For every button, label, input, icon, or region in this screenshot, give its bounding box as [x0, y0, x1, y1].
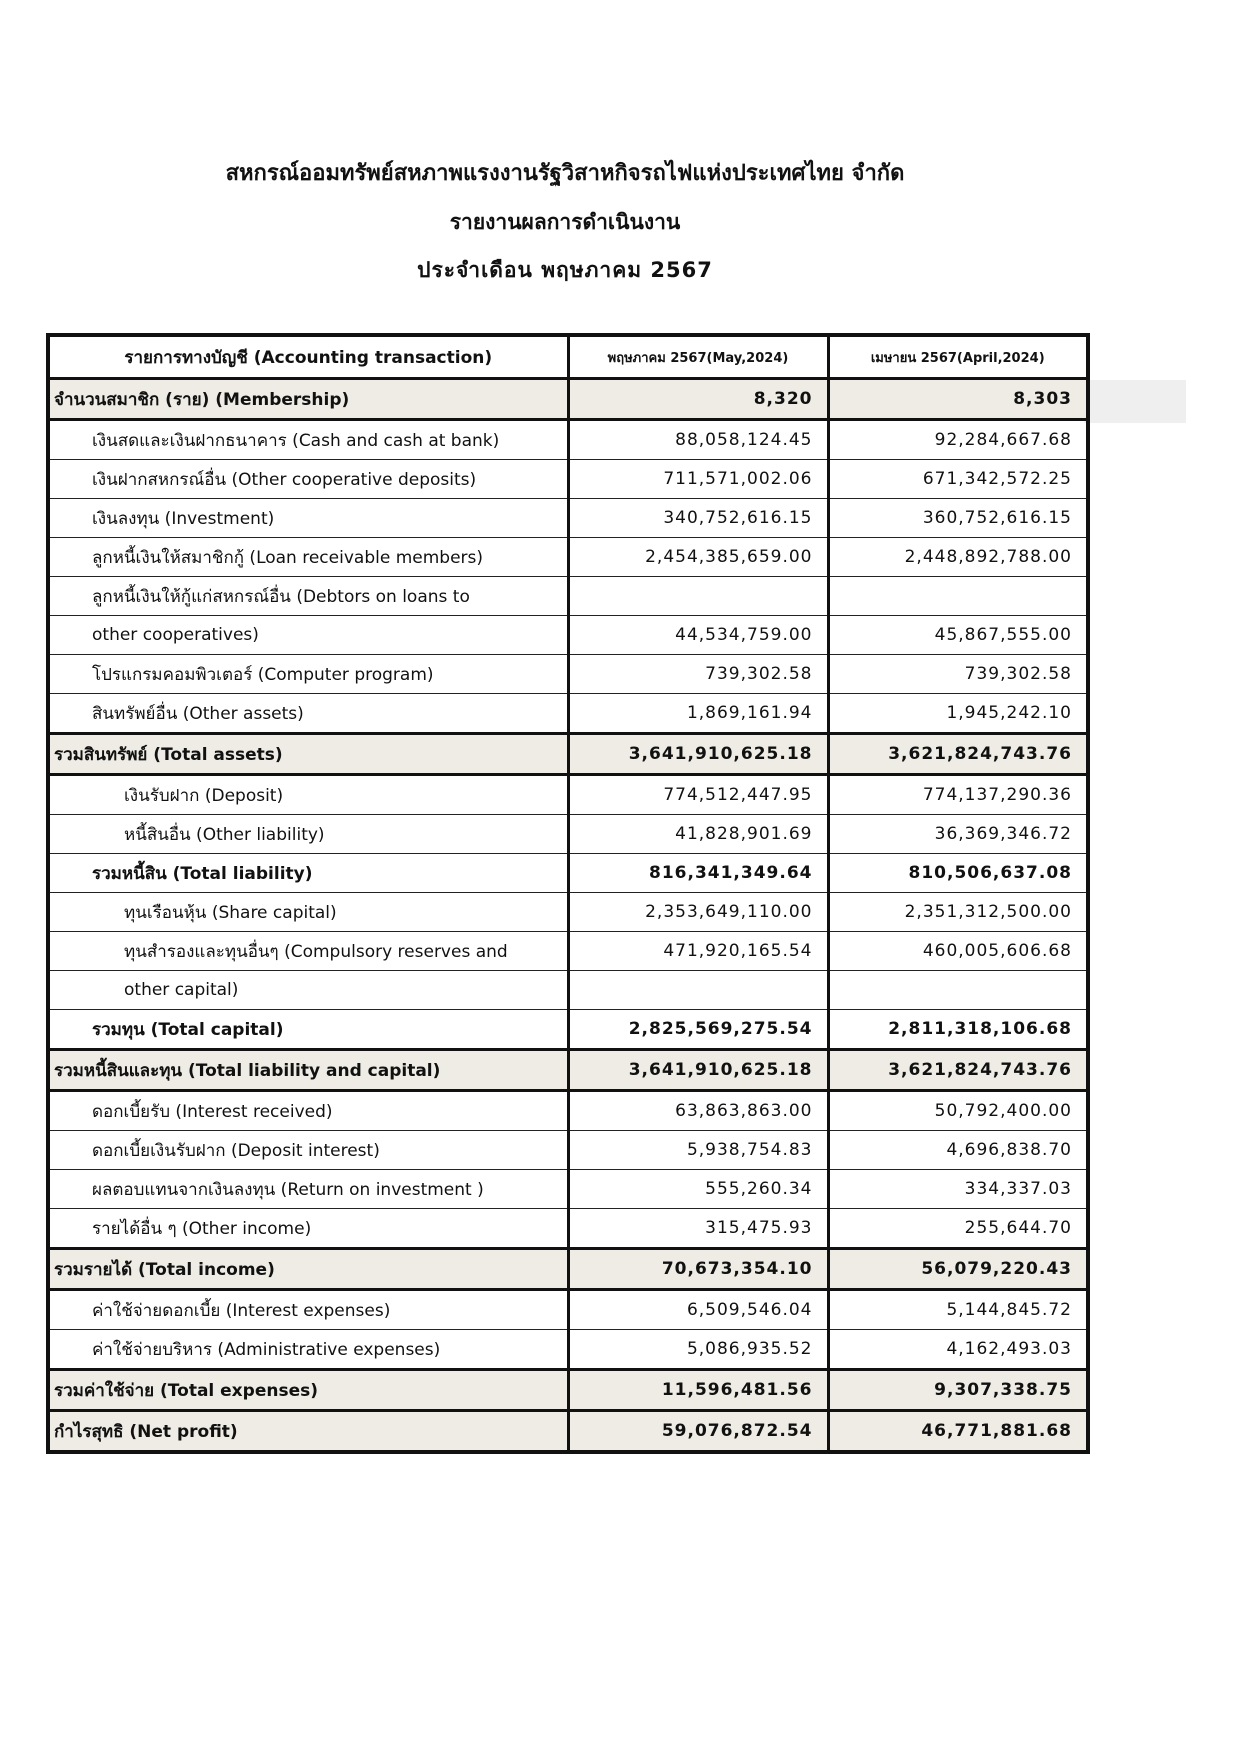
- row-previous-value: 460,005,606.68: [828, 932, 1088, 971]
- row-previous-value: 9,307,338.75: [828, 1370, 1088, 1411]
- row-label: ทุนสำรองและทุนอื่นๆ (Compulsory reserves and: [48, 932, 568, 971]
- row-label: รวมสินทรัพย์ (Total assets): [48, 734, 568, 775]
- row-current-value: 340,752,616.15: [568, 499, 828, 538]
- table-row: [48, 1330, 1088, 1370]
- row-previous-value: 334,337.03: [828, 1170, 1088, 1209]
- row-current-value: 63,863,863.00: [568, 1091, 828, 1131]
- row-label: เงินรับฝาก (Deposit): [48, 775, 568, 815]
- row-current-value: 471,920,165.54: [568, 932, 828, 971]
- table-row: [48, 538, 1088, 577]
- table-row: [48, 1131, 1088, 1170]
- table-row: [48, 1091, 1088, 1131]
- organization-title: สหกรณ์ออมทรัพย์สหภาพแรงงานรัฐวิสาหกิจรถไฟแห่งประเทศไทย จำกัด: [225, 161, 905, 186]
- row-previous-value: 45,867,555.00: [828, 616, 1088, 655]
- row-previous-value: 4,162,493.03: [828, 1330, 1088, 1370]
- row-current-value: 44,534,759.00: [568, 616, 828, 655]
- row-current-value: 70,673,354.10: [568, 1249, 828, 1290]
- row-current-value: [568, 577, 828, 616]
- table-row-total: [48, 1050, 1088, 1091]
- row-label: รวมค่าใช้จ่าย (Total expenses): [48, 1370, 568, 1411]
- row-previous-value: 8,303: [828, 379, 1088, 420]
- table-row: [48, 1209, 1088, 1249]
- row-current-value: 315,475.93: [568, 1209, 828, 1249]
- row-label: สินทรัพย์อื่น (Other assets): [48, 694, 568, 734]
- row-previous-value: [828, 971, 1088, 1010]
- row-current-value: 711,571,002.06: [568, 460, 828, 499]
- table-row: [48, 694, 1088, 734]
- row-previous-value: 46,771,881.68: [828, 1411, 1088, 1453]
- column-header-current-month: พฤษภาคม 2567(May,2024): [568, 335, 828, 379]
- table-row-total: [48, 1370, 1088, 1411]
- row-label: หนี้สินอื่น (Other liability): [48, 815, 568, 854]
- row-label: ทุนเรือนหุ้น (Share capital): [48, 893, 568, 932]
- row-current-value: 11,596,481.56: [568, 1370, 828, 1411]
- row-current-value: 5,086,935.52: [568, 1330, 828, 1370]
- table-row: [48, 775, 1088, 815]
- row-current-value: 41,828,901.69: [568, 815, 828, 854]
- table-row: [48, 460, 1088, 499]
- row-label: ค่าใช้จ่ายบริหาร (Administrative expenses): [48, 1330, 568, 1370]
- margin-shade: [1084, 380, 1186, 423]
- column-header-transaction: รายการทางบัญชี (Accounting transaction): [48, 335, 568, 379]
- table-header-row: [48, 335, 1088, 379]
- row-label: กำไรสุทธิ (Net profit): [48, 1411, 568, 1453]
- row-label: ค่าใช้จ่ายดอกเบี้ย (Interest expenses): [48, 1290, 568, 1330]
- row-label: other cooperatives): [48, 616, 568, 655]
- table-row: [48, 1170, 1088, 1209]
- row-previous-value: 2,811,318,106.68: [828, 1010, 1088, 1050]
- row-current-value: 774,512,447.95: [568, 775, 828, 815]
- row-current-value: 59,076,872.54: [568, 1411, 828, 1453]
- table-row: [48, 616, 1088, 655]
- row-previous-value: 1,945,242.10: [828, 694, 1088, 734]
- row-current-value: 2,825,569,275.54: [568, 1010, 828, 1050]
- table-row: [48, 499, 1088, 538]
- row-label: จำนวนสมาชิก (ราย) (Membership): [48, 379, 568, 420]
- row-current-value: 88,058,124.45: [568, 420, 828, 460]
- table-row-subtotal: [48, 854, 1088, 893]
- row-label: รวมหนี้สิน (Total liability): [48, 854, 568, 893]
- report-header: [0, 150, 1130, 294]
- row-current-value: [568, 971, 828, 1010]
- row-current-value: 2,353,649,110.00: [568, 893, 828, 932]
- row-current-value: 5,938,754.83: [568, 1131, 828, 1170]
- row-label: other capital): [48, 971, 568, 1010]
- table-row: [48, 932, 1088, 971]
- row-label: ดอกเบี้ยรับ (Interest received): [48, 1091, 568, 1131]
- row-previous-value: 4,696,838.70: [828, 1131, 1088, 1170]
- row-previous-value: 739,302.58: [828, 655, 1088, 694]
- row-current-value: 555,260.34: [568, 1170, 828, 1209]
- row-previous-value: 671,342,572.25: [828, 460, 1088, 499]
- row-label: รวมหนี้สินและทุน (Total liability and capital): [48, 1050, 568, 1091]
- table-row: [48, 893, 1088, 932]
- row-label: รวมทุน (Total capital): [48, 1010, 568, 1050]
- operating-results-table: [46, 333, 1090, 1454]
- row-previous-value: 3,621,824,743.76: [828, 1050, 1088, 1091]
- table-row: [48, 815, 1088, 854]
- row-previous-value: 2,351,312,500.00: [828, 893, 1088, 932]
- row-label: รายได้อื่น ๆ (Other income): [48, 1209, 568, 1249]
- row-previous-value: 36,369,346.72: [828, 815, 1088, 854]
- row-label: ดอกเบี้ยเงินรับฝาก (Deposit interest): [48, 1131, 568, 1170]
- row-label: โปรแกรมคอมพิวเตอร์ (Computer program): [48, 655, 568, 694]
- table-row: [48, 420, 1088, 460]
- row-current-value: 2,454,385,659.00: [568, 538, 828, 577]
- table-row-subtotal: [48, 1010, 1088, 1050]
- row-previous-value: 774,137,290.36: [828, 775, 1088, 815]
- row-label: เงินฝากสหกรณ์อื่น (Other cooperative deposits): [48, 460, 568, 499]
- table-row-total: [48, 1249, 1088, 1290]
- row-current-value: 8,320: [568, 379, 828, 420]
- row-label: เงินสดและเงินฝากธนาคาร (Cash and cash at bank): [48, 420, 568, 460]
- row-current-value: 739,302.58: [568, 655, 828, 694]
- table-row-total: [48, 734, 1088, 775]
- row-label: ลูกหนี้เงินให้สมาชิกกู้ (Loan receivable members): [48, 538, 568, 577]
- row-current-value: 6,509,546.04: [568, 1290, 828, 1330]
- row-current-value: 3,641,910,625.18: [568, 734, 828, 775]
- row-current-value: 1,869,161.94: [568, 694, 828, 734]
- table-row: [48, 971, 1088, 1010]
- row-previous-value: 3,621,824,743.76: [828, 734, 1088, 775]
- table-row-total: [48, 1411, 1088, 1453]
- column-header-previous-month: เมษายน 2567(April,2024): [828, 335, 1088, 379]
- table-row: [48, 655, 1088, 694]
- row-previous-value: [828, 577, 1088, 616]
- table-row: [48, 379, 1088, 420]
- row-previous-value: 92,284,667.68: [828, 420, 1088, 460]
- report-period: ประจำเดือน พฤษภาคม 2567: [417, 258, 713, 282]
- row-previous-value: 360,752,616.15: [828, 499, 1088, 538]
- row-label: รวมรายได้ (Total income): [48, 1249, 568, 1290]
- report-title: รายงานผลการดำเนินงาน: [449, 210, 681, 234]
- row-label: ผลตอบแทนจากเงินลงทุน (Return on investment ): [48, 1170, 568, 1209]
- table-row: [48, 1290, 1088, 1330]
- row-previous-value: 810,506,637.08: [828, 854, 1088, 893]
- row-previous-value: 50,792,400.00: [828, 1091, 1088, 1131]
- table-row: [48, 577, 1088, 616]
- row-current-value: 816,341,349.64: [568, 854, 828, 893]
- row-previous-value: 5,144,845.72: [828, 1290, 1088, 1330]
- row-previous-value: 56,079,220.43: [828, 1249, 1088, 1290]
- row-previous-value: 255,644.70: [828, 1209, 1088, 1249]
- row-label: ลูกหนี้เงินให้กู้แก่สหกรณ์อื่น (Debtors on loans to: [48, 577, 568, 616]
- row-current-value: 3,641,910,625.18: [568, 1050, 828, 1091]
- row-previous-value: 2,448,892,788.00: [828, 538, 1088, 577]
- row-label: เงินลงทุน (Investment): [48, 499, 568, 538]
